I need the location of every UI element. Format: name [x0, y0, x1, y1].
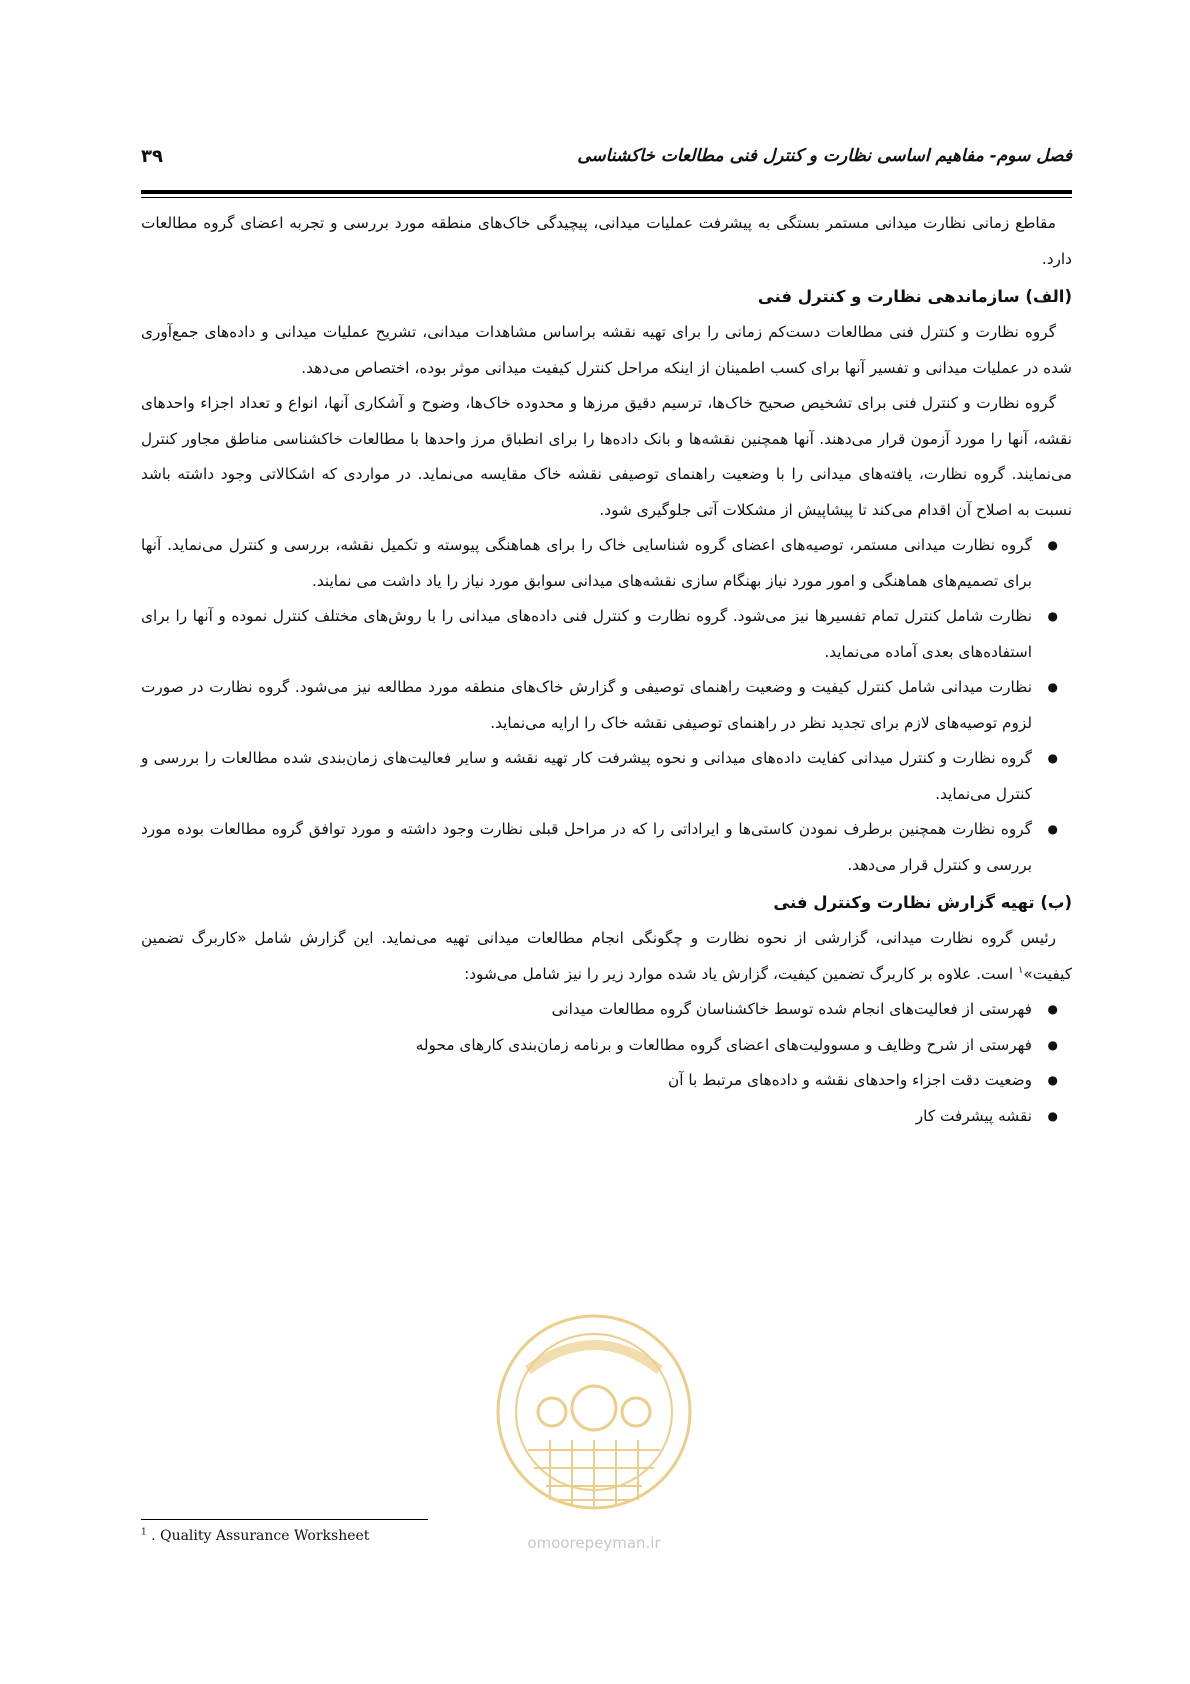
bullet-item: ● نظارت میدانی شامل کنترل کیفیت و وضعیت راهنمای توصیفی و گزارش خاک‌های منطقه مورد مطالعه نیز می‌شود. گروه نظارت در صورت لزوم توصیه‌های لازم برای تجدید نظر در راهنمای توصیفی نقشه خاک را ارایه می‌نماید. [141, 670, 1072, 741]
watermark-url: omoorepeyman.ir [527, 1534, 661, 1552]
seal-tool-icon [622, 1398, 650, 1426]
section-a-paragraph: گروه نظارت و کنترل فنی مطالعات دست‌کم زمانی را برای تهیه نقشه براساس مشاهدات میدانی، تشریح عملیات میدانی و داده‌های جمع‌آوری شده در عملیات میدانی و تفسیر آنها برای کسب اطمینان از اینکه مراحل کنترل کیفیت میدانی موثر بوده، اختصاص می‌دهد. [141, 323, 1072, 377]
page-content [141, 206, 1072, 1134]
header-rule-thin [141, 197, 1072, 198]
section-b-text-part1: رئیس گروه نظارت میدانی، گزارشی از نحوه نظارت و چگونگی انجام مطالعات میدانی تهیه می‌نماید. این گزارش شامل «کاربرگ تضمین کیفیت» [141, 929, 1072, 983]
intro-paragraph: مقاطع زمانی نظارت میدانی مستمر بستگی به پیشرفت عملیات میدانی، پیچیدگی خاک‌های منطقه مورد بررسی و تجربه اعضای گروه مطالعات دارد. [141, 214, 1072, 268]
section-a-paragraph: گروه نظارت و کنترل فنی برای تشخیص صحیح خاک‌ها، ترسیم دقیق مرزها و محدوده خاک‌ها، وضوح و آشکاری آنها، انواع و تعداد اجزاء واحدهای نقشه، آنها را مورد آزمون قرار می‌دهند. آنها همچنین نقشه‌ها و بانک داده‌ها را برای انطباق مرز واحدها با مطالعات خاکشناسی مناطق مجاور کنترل می‌نمایند. گروه نظارت، یافته‌های میدانی را با وضعیت راهنمای توصیفی نقشه خاک مقایسه می‌نماید. در مواردی که اشکالاتی وجود داشته باشد نسبت به اصلاح آن اقدام می‌کند تا پیشاپیش از مشکلات آتی جلوگیری شود. [141, 394, 1072, 519]
seal-calligraphy-arc [528, 1345, 660, 1370]
page-number: ۳۹ [141, 145, 163, 167]
bullet-item: ● گروه نظارت میدانی مستمر، توصیه‌های اعضای گروه شناسایی خاک را برای هماهنگی پیوسته و تکمیل نقشه، بررسی و کنترل می‌نماید. آنها برای تصمیم‌های هماهنگی و امور مورد نیاز بهنگام سازی نقشه‌های میدانی سوابق مورد نیاز را یاد داشت می نمایند. [141, 528, 1072, 599]
page-header [141, 140, 1072, 172]
bullet-item: ● فهرستی از شرح وظایف و مسوولیت‌های اعضای گروه مطالعات و برنامه زمان‌بندی کارهای محوله [141, 1028, 1072, 1064]
watermark-emblem [488, 1300, 700, 1532]
seal-gear-icon [572, 1386, 616, 1430]
seal-grid-lines [528, 1450, 660, 1500]
section-b-text-part2: است. علاوه بر کاربرگ تضمین کیفیت، گزارش یاد شده موارد زیر را نیز شامل می‌شود: [464, 964, 1018, 983]
footnote-rule [141, 1519, 428, 1520]
footnote-text: . Quality Assurance Worksheet [146, 1528, 370, 1544]
section-b-paragraph [141, 921, 1072, 992]
section-a-heading: (الف) سازماندهی نظارت و کنترل فنی [757, 287, 1072, 306]
seal-grid-columns [550, 1440, 638, 1508]
footnote [141, 1528, 369, 1544]
running-title: فصل سوم- مفاهیم اساسی نظارت و کنترل فنی مطالعات خاکشناسی [577, 146, 1072, 166]
footnote-marker: 1 [141, 1527, 147, 1538]
seal-inner-ring [516, 1334, 672, 1490]
seal-outer-ring [498, 1316, 690, 1508]
bullet-item: ● نقشه پیشرفت کار [141, 1099, 1072, 1135]
bullet-item: ● نظارت شامل کنترل تمام تفسیرها نیز می‌شود. گروه نظارت و کنترل فنی داده‌های میدانی را با روش‌های مختلف کنترل نموده و آنها را برای استفاده‌های بعدی آماده می‌نماید. [141, 599, 1072, 670]
bullet-item: ● فهرستی از فعالیت‌های انجام شده توسط خاکشناسان گروه مطالعات میدانی [141, 992, 1072, 1028]
seal-scale-icon [538, 1398, 566, 1426]
header-rule-thick [141, 190, 1072, 194]
bullet-item: ● وضعیت دقت اجزاء واحدهای نقشه و داده‌های مرتبط با آن [141, 1063, 1072, 1099]
footnote-reference[interactable]: ۱ [1017, 964, 1024, 976]
bullet-item: ● گروه نظارت همچنین برطرف نمودن کاستی‌ها و ایراداتی را که در مراحل قبلی نظارت وجود داشته و مورد توافق گروه مطالعات بوده مورد بررسی و کنترل قرار می‌دهد. [141, 812, 1072, 883]
watermark-seal [488, 1300, 700, 1560]
section-a-bullet-list [141, 528, 1072, 883]
bullet-item: ● گروه نظارت و کنترل میدانی کفایت داده‌های میدانی و نحوه پیشرفت کار تهیه نقشه و سایر فعالیت‌های زمان‌بندی شده مطالعات را بررسی و کنترل می‌نماید. [141, 741, 1072, 812]
section-b-heading: (ب) تهیه گزارش نظارت وکنترل فنی [773, 893, 1072, 912]
section-b-bullet-list [141, 992, 1072, 1134]
